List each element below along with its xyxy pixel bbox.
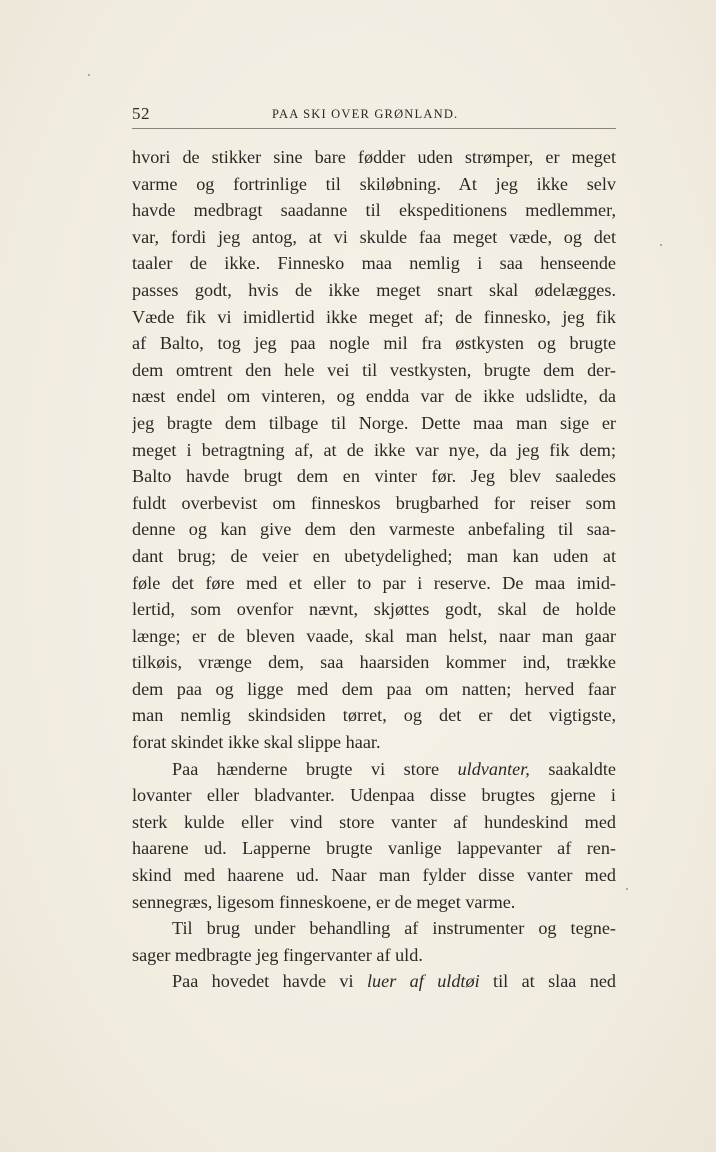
text-line: meget i betragtning af, at de ikke var nye, da jeg fik dem; [132,439,616,460]
text-line: sterk kulde eller vind store vanter af hundeskind med [132,811,616,832]
italic-term: uldvanter, [457,758,530,779]
text-line: dem omtrent den hele vei til vestkysten, brugte dem der- [132,359,616,380]
text-line: fuldt overbevist om finneskos brugbarhed for reiser som [132,492,616,513]
text-fragment: saakaldte [529,758,616,779]
text-line: denne og kan give dem den varmeste anbefaling til saa- [132,519,616,540]
text-line: dant brug; de veier en ubetydelighed; man kan uden at [132,545,616,566]
text-line: forat skindet ikke skal slippe haar. [132,732,381,753]
paper-speck [660,244,662,246]
text-line: sager medbragte jeg fingervanter af uld. [132,944,423,965]
paper-speck [626,888,628,890]
text-line: af Balto, tog jeg paa nogle mil fra østkysten og brugte [132,333,616,354]
text-line: Balto havde brugt dem en vinter før. Jeg blev saaledes [132,466,616,487]
text-line: var, fordi jeg antog, at vi skulde faa meget væde, og det [132,226,616,247]
text-line [132,756,616,783]
text-line: lertid, som ovenfor nævnt, skjøttes godt, skal de holde [132,599,616,620]
text-line: skind med haarene ud. Naar man fylder disse vanter med [132,865,616,886]
page-header [132,104,616,126]
text-line: Til brug under behandling af instrumenter og tegne- [172,918,616,939]
text-line: man nemlig skindsiden tørret, og det er det vigtigste, [132,705,616,726]
text-line: havde medbragt saadanne til ekspeditionens medlemmer, [132,200,616,221]
running-title: PAA SKI OVER GRØNLAND. [272,107,459,121]
text-line: sennegræs, ligesom finneskoene, er de meget varme. [132,891,516,912]
text-line: Væde fik vi imidlertid ikke meget af; de finnesko, jeg fik [132,306,616,327]
italic-term: luer af uldtøi [366,971,480,992]
text-line: taaler de ikke. Finnesko maa nemlig i saa henseende [132,253,616,274]
text-line: længe; er de bleven vaade, skal man helst, naar man gaar [132,625,616,646]
text-line: føle det føre med et eller to par i reserve. De maa imid- [132,572,616,593]
text-line: jeg bragte dem tilbage til Norge. Dette maa man sige er [132,412,616,433]
text-line [132,968,616,995]
text-fragment: Paa hænderne brugte vi store [172,758,458,779]
text-line: varme og fortrinlige til skiløbning. At jeg ikke selv [132,173,616,194]
text-fragment: til at slaa ned [479,971,616,992]
body-text [132,144,616,995]
text-line: tilkøis, vrænge dem, saa haarsiden kommer ind, trække [132,652,616,673]
text-fragment: Paa hovedet havde vi [172,971,367,992]
header-rule [132,128,616,129]
paper-speck [88,74,90,76]
text-line: passes godt, hvis de ikke meget snart skal ødelægges. [132,279,616,300]
page-number: 52 [132,104,150,123]
text-line: haarene ud. Lapperne brugte vanlige lappevanter af ren- [132,838,616,859]
text-line: dem paa og ligge med dem paa om natten; herved faar [132,678,616,699]
text-line: hvori de stikker sine bare fødder uden strømper, er meget [132,147,616,167]
text-line: lovanter eller bladvanter. Udenpaa disse brugtes gjerne i [132,785,616,806]
text-line: næst endel om vinteren, og endda var de ikke udslidte, da [132,386,616,407]
